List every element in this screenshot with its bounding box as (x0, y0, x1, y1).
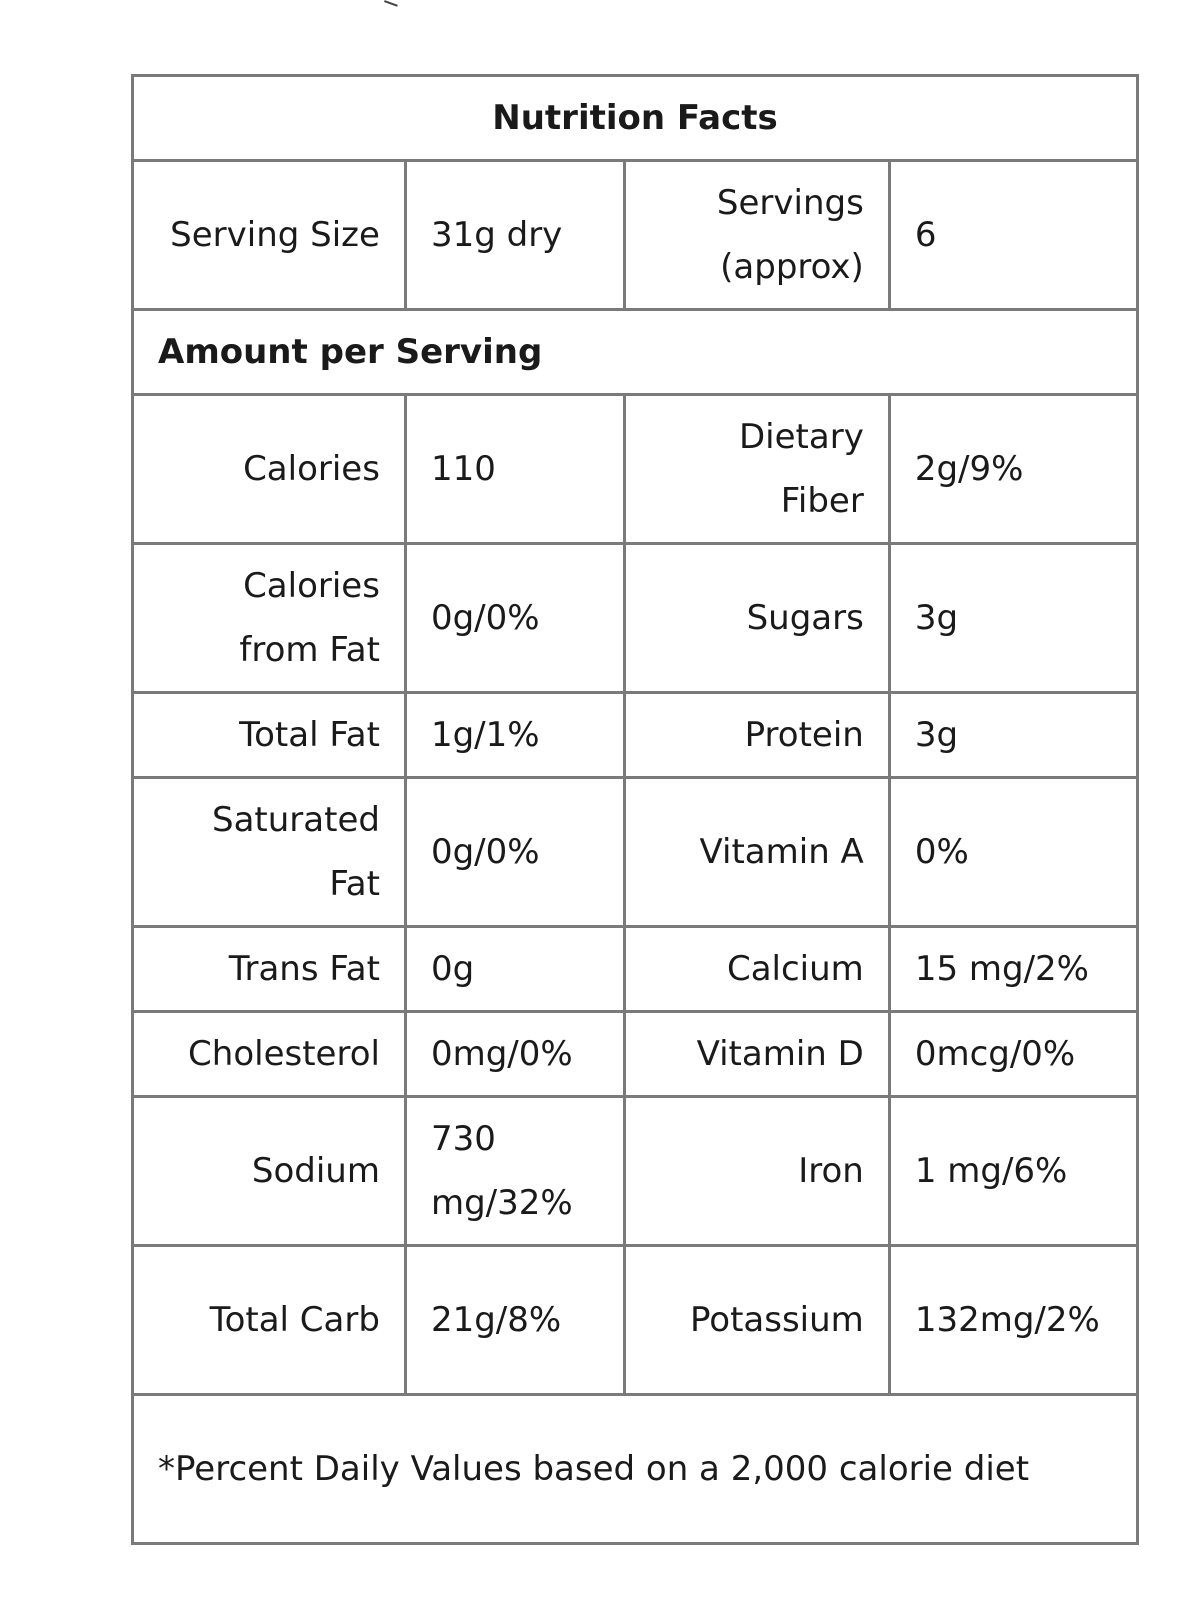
nutrient-label: Saturated Fat (133, 778, 406, 927)
nutrient-value: 0g/0% (405, 778, 624, 927)
nutrient-label: Cholesterol (133, 1012, 406, 1097)
nutrient-value: 0g/0% (405, 544, 624, 693)
serving-size-value: 31g dry (405, 161, 624, 310)
footnote-row (133, 1395, 1138, 1544)
serving-row (133, 161, 1138, 310)
nutrient-label: Protein (625, 693, 890, 778)
section-heading: Amount per Serving (133, 310, 1138, 395)
table-row (133, 927, 1138, 1012)
nutrient-value: 3g (889, 544, 1137, 693)
nutrient-value: 15 mg/2% (889, 927, 1137, 1012)
nutrient-value: 0mcg/0% (889, 1012, 1137, 1097)
nutrient-label: Potassium (625, 1246, 890, 1395)
nutrient-label: Calcium (625, 927, 890, 1012)
nutrient-value: 21g/8% (405, 1246, 624, 1395)
table-title: Nutrition Facts (133, 76, 1138, 161)
table-row (133, 1012, 1138, 1097)
nutrient-label: Sodium (133, 1097, 406, 1246)
nutrient-value: 0mg/0% (405, 1012, 624, 1097)
nutrient-value: 1 mg/6% (889, 1097, 1137, 1246)
nutrient-value: 0% (889, 778, 1137, 927)
nutrient-value: 2g/9% (889, 395, 1137, 544)
table-row (133, 544, 1138, 693)
nutrient-value: 132mg/2% (889, 1246, 1137, 1395)
title-row (133, 76, 1138, 161)
table-row (133, 1246, 1138, 1395)
nutrient-label: Total Fat (133, 693, 406, 778)
servings-label: Servings (approx) (625, 161, 890, 310)
nutrient-label: Calories from Fat (133, 544, 406, 693)
nutrient-value: 1g/1% (405, 693, 624, 778)
nutrient-label: Sugars (625, 544, 890, 693)
nutrient-value: 0g (405, 927, 624, 1012)
nutrient-label: Trans Fat (133, 927, 406, 1012)
nutrient-label: Iron (625, 1097, 890, 1246)
table-row (133, 395, 1138, 544)
cropped-text-fragment (384, 0, 403, 7)
table-row (133, 1097, 1138, 1246)
footnote: *Percent Daily Values based on a 2,000 calorie diet (133, 1395, 1138, 1544)
table-row (133, 693, 1138, 778)
section-row (133, 310, 1138, 395)
nutrient-label: Calories (133, 395, 406, 544)
nutrient-value: 110 (405, 395, 624, 544)
serving-size-label: Serving Size (133, 161, 406, 310)
nutrient-label: Vitamin A (625, 778, 890, 927)
nutrition-facts-table (131, 74, 1139, 1545)
nutrient-label: Dietary Fiber (625, 395, 890, 544)
nutrient-label: Total Carb (133, 1246, 406, 1395)
nutrient-value: 730 mg/32% (405, 1097, 624, 1246)
table-row (133, 778, 1138, 927)
nutrient-value: 3g (889, 693, 1137, 778)
servings-value: 6 (889, 161, 1137, 310)
nutrient-label: Vitamin D (625, 1012, 890, 1097)
